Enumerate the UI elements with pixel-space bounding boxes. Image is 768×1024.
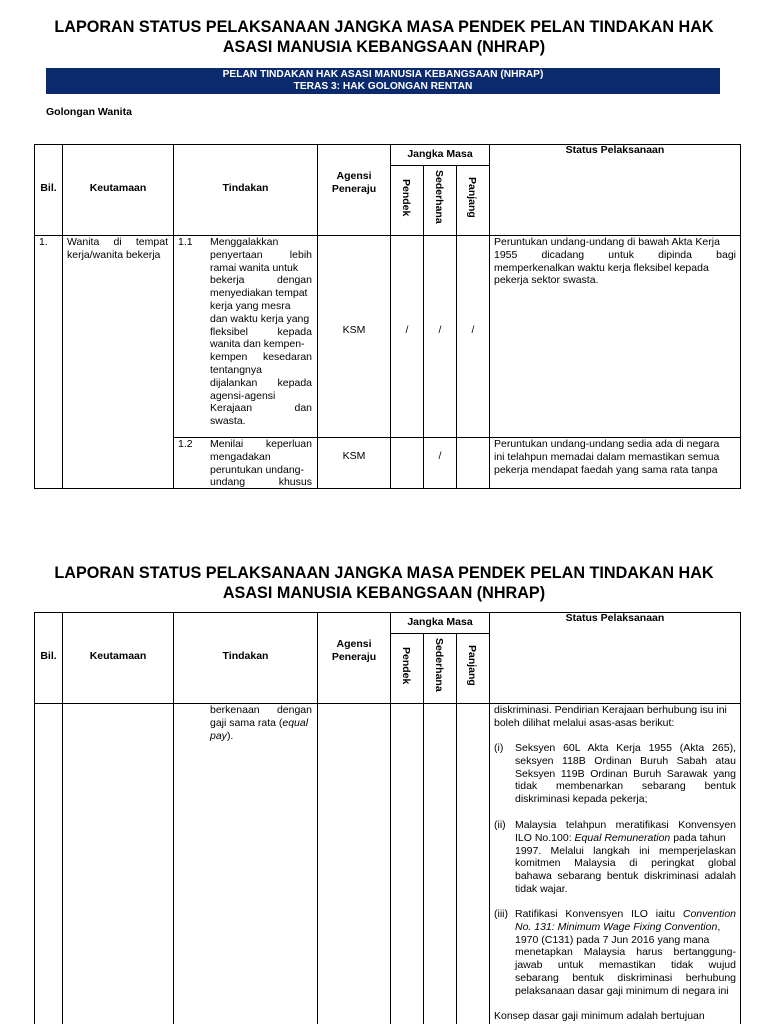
table-border (173, 612, 174, 1024)
status-line: pekerja mendapat faedah yang sama rata tanpa (494, 463, 718, 476)
list-item-text: ILO No.100: (515, 831, 575, 844)
tindakan-line: Kerajaan dan (210, 402, 312, 415)
list-item-italic: Equal Remuneration (574, 831, 671, 844)
header-agensi (318, 170, 390, 196)
tindakan-line: swasta. (210, 415, 246, 428)
status-line: memperkenalkan waktu kerja fleksibel kepada (494, 261, 709, 274)
list-item-line: sebarang bentuk diskriminasi berhubung (515, 971, 736, 984)
header-status: Status Pelaksanaan (565, 144, 665, 156)
keutamaan-cell (67, 236, 168, 262)
table-border (317, 612, 318, 1024)
tindakan-line (210, 717, 312, 730)
list-item-line: menetapkan Malaysia harus bertanggung- (515, 946, 736, 959)
table-border (34, 144, 35, 489)
header-keutamaan: Keutamaan (89, 650, 147, 662)
header-agensi (318, 638, 390, 664)
header-bil: Bil. (40, 650, 57, 662)
status-line: Peruntukan undang-undang sedia ada di negara (494, 438, 720, 450)
tindakan-line: fleksibel kepada (210, 325, 312, 338)
panjang-mark: / (471, 324, 475, 336)
header-bil: Bil. (40, 182, 57, 194)
table-border (390, 633, 489, 634)
tindakan-line: ramai wanita untuk (210, 261, 299, 274)
keutamaan-line: kerja/wanita bekerja (67, 248, 161, 261)
table-border (740, 612, 741, 1024)
list-item (515, 742, 736, 806)
list-marker: (i) (494, 742, 504, 754)
tindakan-line: undang khusus (210, 476, 312, 489)
status-line: 1955 dicadang untuk dipinda bagi (494, 248, 736, 261)
header-panjang: Panjang (466, 645, 478, 686)
header-sederhana: Sederhana (433, 638, 445, 692)
table-border (740, 144, 741, 489)
status-line: Peruntukan undang-undang di bawah Akta Kerja (494, 236, 720, 248)
tindakan-cell (210, 438, 312, 489)
header-status: Status Pelaksanaan (565, 612, 665, 624)
list-item-line (515, 921, 736, 934)
agensi-cell: KSM (342, 324, 366, 336)
header-agensi-line1: Agensi (336, 170, 372, 182)
tindakan-line: kempen kesedaran (210, 351, 312, 364)
header-panjang: Panjang (466, 177, 478, 218)
list-item-line: komitmen Malaysia di peringkat global (515, 857, 736, 870)
list-item-italic: Convention (682, 908, 736, 920)
tindakan-cell-continued (210, 704, 312, 742)
tindakan-italic: equal (282, 716, 309, 729)
table-border (390, 144, 391, 489)
header-agensi-line1: Agensi (336, 638, 372, 650)
tindakan-line: menyediakan tempat (210, 287, 308, 300)
list-item-italic: No. 131: Minimum Wage Fixing Convention (515, 920, 718, 933)
list-marker: (ii) (494, 819, 506, 831)
header-jangka-masa: Jangka Masa (407, 148, 473, 160)
list-item-line: jawab untuk memastikan tidak wujud (515, 959, 736, 972)
tindakan-cell (210, 236, 312, 428)
report-title-line1: LAPORAN STATUS PELAKSANAAN JANGKA MASA PENDEK PELAN TINDAKAN HAK (54, 18, 714, 36)
header-agensi-line2: Peneraju (331, 182, 377, 195)
header-tindakan: Tindakan (222, 182, 269, 194)
table-border (62, 144, 63, 489)
header-tindakan: Tindakan (222, 650, 269, 662)
status-cell (494, 438, 736, 476)
tindakan-line: Menilai keperluan (210, 438, 312, 450)
status-line: boleh dilihat melalui asas-asas berikut: (494, 716, 675, 729)
tindakan-line: peruntukan undang- (210, 463, 304, 476)
status-line: ini telahpun memadai dalam memastikan semua (494, 450, 720, 463)
list-item-text: , (717, 920, 721, 933)
keutamaan-line: Wanita di tempat (67, 236, 168, 248)
table-border (390, 165, 489, 166)
list-item-line (515, 908, 736, 921)
header-agensi-line2: Peneraju (331, 650, 377, 663)
report-title-line1: LAPORAN STATUS PELAKSANAAN JANGKA MASA PENDEK PELAN TINDAKAN HAK (54, 564, 714, 582)
banner-line2: TERAS 3: HAK GOLONGAN RENTAN (293, 81, 473, 92)
header-jangka-masa: Jangka Masa (407, 616, 473, 628)
tindakan-line: penyertaan lebih (210, 248, 312, 261)
section-banner (46, 68, 720, 94)
tindakan-line (210, 730, 312, 743)
header-sederhana: Sederhana (433, 170, 445, 224)
list-item-line: Malaysia telahpun meratifikasi Konvensyen (515, 819, 736, 831)
header-pendek: Pendek (400, 179, 412, 217)
item-number: 1.2 (178, 438, 193, 450)
sederhana-mark: / (438, 324, 442, 336)
table-border (456, 633, 457, 1024)
table-border (317, 144, 318, 489)
list-item-line: Seksyen 119B Ordinan Buruh Sarawak yang (515, 767, 736, 780)
list-item-text: Ratifikasi Konvensyen ILO iaitu (515, 908, 683, 920)
list-item-line (515, 832, 736, 845)
pendek-mark: / (405, 324, 409, 336)
report-title (30, 17, 738, 57)
table-border (489, 612, 490, 1024)
list-item-line: diskriminasi kepada pekerja; (515, 793, 648, 806)
report-title-line2: ASASI MANUSIA KEBANGSAAN (NHRAP) (222, 584, 546, 602)
list-item-line: 1997. Melalui langkah ini memperjelaskan (515, 844, 736, 857)
banner-line1: PELAN TINDAKAN HAK ASASI MANUSIA KEBANGSAAN (NHRAP) (222, 68, 544, 80)
tindakan-line: agensi-agensi (210, 389, 276, 402)
report-title-page-2 (30, 563, 738, 603)
table-border (34, 488, 741, 489)
tindakan-line: mengadakan (210, 450, 271, 463)
list-marker: (iii) (494, 908, 508, 920)
status-cell (494, 236, 736, 287)
status-line: pekerja sektor swasta. (494, 274, 599, 287)
agensi-cell: KSM (342, 450, 366, 462)
table-border (62, 612, 63, 1024)
list-item-line: bahawa sebarang bentuk diskriminasi adalah (515, 870, 736, 883)
row-number: 1. (39, 236, 48, 248)
list-item (515, 908, 736, 998)
tindakan-line: dan waktu kerja yang (210, 312, 310, 325)
status-line: Konsep dasar gaji minimum adalah bertujuan (494, 1010, 705, 1022)
header-keutamaan: Keutamaan (89, 182, 147, 194)
table-border (423, 633, 424, 1024)
tindakan-text: gaji sama rata ( (210, 716, 283, 729)
table-border (34, 612, 35, 1024)
table-border (390, 612, 391, 1024)
list-item-line: 1970 (C131) pada 7 Jun 2016 yang mana (515, 933, 710, 946)
header-pendek: Pendek (400, 647, 412, 685)
status-cell-continued (494, 704, 736, 730)
item-number: 1.1 (178, 236, 193, 248)
tindakan-text: ). (226, 729, 234, 742)
tindakan-line: dijalankan kepada (210, 376, 312, 389)
table-border (489, 144, 490, 489)
list-item-line: Seksyen 60L Akta Kerja 1955 (Akta 265), (515, 742, 736, 754)
tindakan-line: bekerja dengan (210, 274, 312, 287)
report-title-line2: ASASI MANUSIA KEBANGSAAN (NHRAP) (222, 38, 546, 56)
sederhana-mark: / (438, 450, 442, 462)
tindakan-italic: pay (210, 729, 227, 742)
tindakan-line: Menggalakkan (210, 236, 279, 248)
tindakan-line: berkenaan dengan (210, 704, 312, 716)
list-item-line: tidak wajar. (515, 882, 568, 895)
status-line: diskriminasi. Pendirian Kerajaan berhubung isu ini (494, 704, 727, 716)
list-item-line: tidak membenarkan sebarang bentuk (515, 780, 736, 793)
tindakan-line: kerja yang mesra (210, 299, 291, 312)
list-item (515, 819, 736, 896)
tindakan-line: tentangnya (210, 363, 262, 376)
tindakan-line: wanita dan kempen- (210, 338, 305, 351)
list-item-line: seksyen 118B Ordinan Buruh Sabah atau (515, 754, 736, 767)
group-subheading: Golongan Wanita (46, 106, 132, 118)
table-border (173, 144, 174, 489)
list-item-text: pada tahun (670, 831, 726, 844)
list-item-line: pelaksanaan dasar gaji minimum di negara ini (515, 984, 729, 997)
